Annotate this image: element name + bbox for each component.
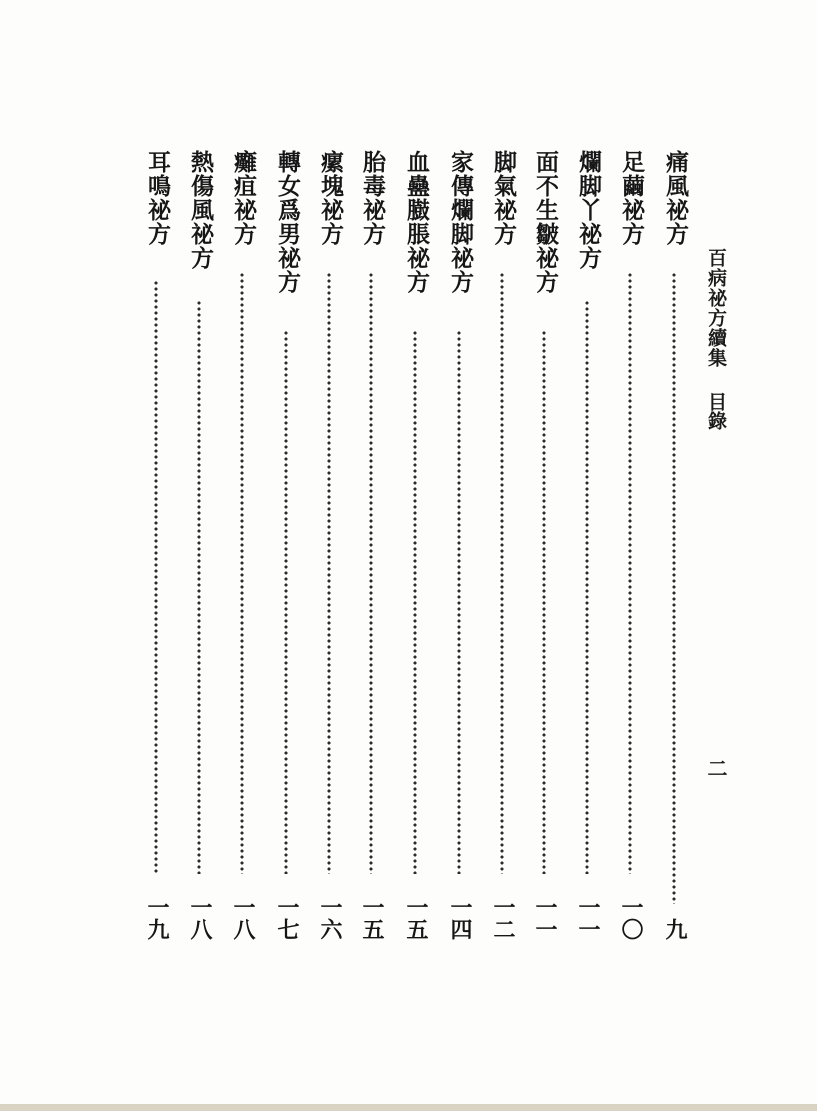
toc-entry-page: 一一 <box>575 896 601 940</box>
toc-entry[interactable] <box>355 150 389 940</box>
page-number: 二 <box>704 758 728 778</box>
toc-entry-page: 一八 <box>187 896 213 940</box>
toc-leader-dots <box>499 272 505 874</box>
toc-entry-page: 一五 <box>359 896 385 940</box>
toc-entry-title: 血蠱臌脹祕方 <box>403 150 430 294</box>
toc-entry-title: 脚氣祕方 <box>490 150 517 246</box>
toc-leader-dots <box>671 272 677 904</box>
toc-entry[interactable] <box>486 150 520 940</box>
toc-entry-title: 胎毒祕方 <box>359 150 386 246</box>
toc-entry-title: 轉女爲男祕方 <box>274 150 301 294</box>
toc-entry-title: 痛風祕方 <box>662 150 689 246</box>
running-header-section: 目錄 <box>705 392 727 430</box>
toc-entry-page: 一二 <box>490 896 516 940</box>
toc-entry-page: 一一 <box>532 896 558 940</box>
toc-leader-dots <box>153 280 159 874</box>
toc-entry[interactable] <box>270 150 304 940</box>
toc-entry[interactable] <box>571 150 605 940</box>
toc-leader-dots <box>326 272 332 874</box>
toc-entry-title: 耳鳴祕方 <box>144 150 171 246</box>
toc-entry-page: 一四 <box>447 896 473 940</box>
running-header-title: 百病祕方續集 <box>705 248 727 368</box>
toc-entry[interactable] <box>183 150 217 940</box>
toc-leader-dots <box>541 330 547 874</box>
toc-entry[interactable] <box>614 150 648 940</box>
toc-entry[interactable] <box>313 150 347 940</box>
toc-entry-page: 一七 <box>274 896 300 940</box>
toc-entry[interactable] <box>140 150 174 940</box>
toc-entry[interactable] <box>658 150 692 940</box>
toc-entry-title: 面不生皺祕方 <box>532 150 559 294</box>
toc-entry[interactable] <box>443 150 477 940</box>
toc-entry-page: 九 <box>662 918 688 940</box>
toc-entry-page: 一五 <box>403 896 429 940</box>
toc-leader-dots <box>584 300 590 874</box>
toc-entry[interactable] <box>399 150 433 940</box>
toc-leader-dots <box>456 330 462 874</box>
toc-entry-page: 一〇 <box>618 896 644 940</box>
toc-leader-dots <box>239 272 245 874</box>
toc-entry-page: 一六 <box>317 896 343 940</box>
toc-leader-dots <box>283 330 289 874</box>
toc-leader-dots <box>368 272 374 874</box>
toc-entry-title: 熱傷風祕方 <box>187 150 214 270</box>
toc-entry-title: 瘰塊祕方 <box>317 150 344 246</box>
toc-entry[interactable] <box>528 150 562 940</box>
toc-entry-title: 癱疽祕方 <box>230 150 257 246</box>
toc-entry-title: 爛脚丫祕方 <box>575 150 602 270</box>
toc-leader-dots <box>627 272 633 874</box>
toc-entry[interactable] <box>226 150 260 940</box>
toc-leader-dots <box>196 300 202 874</box>
toc-entry-title: 家傳爛脚祕方 <box>447 150 474 294</box>
toc-entry-title: 足繭祕方 <box>618 150 645 246</box>
scan-edge <box>0 1104 817 1111</box>
toc-leader-dots <box>412 330 418 874</box>
toc-entry-page: 一八 <box>230 896 256 940</box>
toc-entry-page: 一九 <box>144 896 170 940</box>
